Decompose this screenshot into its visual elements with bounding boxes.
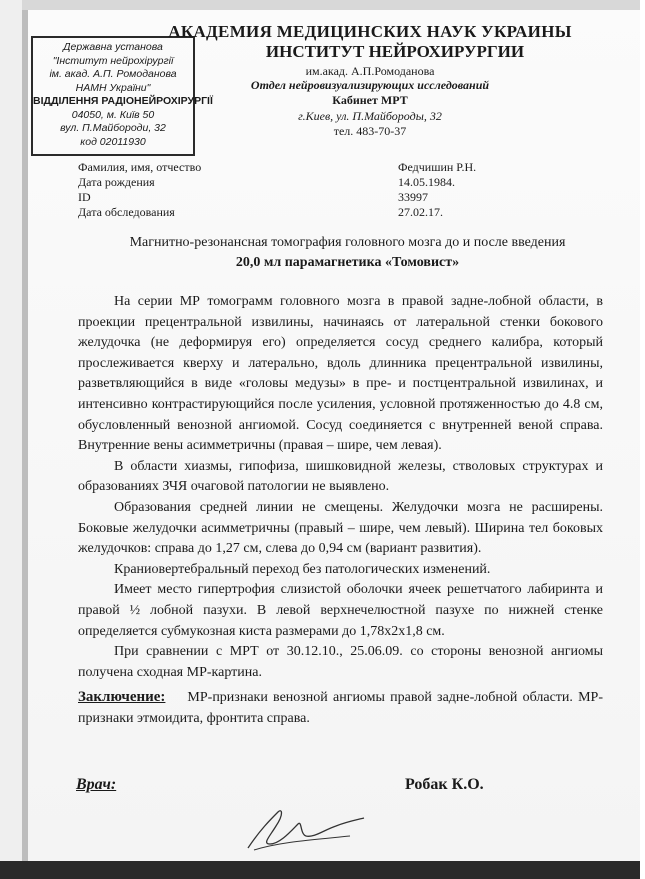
dob-label: Дата рождения [78, 175, 155, 189]
report-subtitle: 20,0 мл парамагнетика «Томовист» [235, 255, 460, 270]
stamp-line: вул. П.Майбороди, 32 [60, 122, 166, 134]
phone: тел. 483-70-37 [333, 124, 407, 138]
stamp-line: Державна установа [63, 41, 163, 53]
stamp-line: 04050, м. Київ 50 [71, 108, 155, 121]
patient-name-value: Федчишин Р.Н. [398, 160, 477, 174]
findings-paragraph: При сравнении с МРТ от 30.12.10., 25.06.09. со стороны венозной ангиомы получена сходная МР-картина. [78, 644, 603, 680]
scan-left-margin [0, 0, 22, 879]
doctor-name: Робак К.О. [405, 776, 484, 793]
stamp-line: код 02011930 [80, 135, 146, 148]
findings-paragraph: На серии МР томограмм головного мозга в правой задне-лобной области, в проекции прецентральной извилины, начинаясь от латеральной стенки бокового желудочка (не деформируя его) определяется сосуд среднего калибра, который прослеживается кверху и латерально, вдоль длинника прецентральной извилины, разветвляющийся в виде «головы медузы» в пре- и постцентральной извилинах, и интенсивно контрастирующийся после усиления, условной протяженностью до 4.8 см, обусловленный венозной ангиомой. Сосуд соединяется с внутренней веной справа. Внутренние вены асимметричны (правая – шире, чем левая). [78, 294, 603, 454]
department-name: Отдел нейровизуализирующих исследований [250, 78, 490, 92]
academy-title: АКАДЕМИЯ МЕДИЦИНСКИХ НАУК УКРАИНЫ [168, 22, 572, 41]
patient-name-label: Фамилия, имя, отчество [78, 160, 202, 174]
scan-bottom-edge [0, 861, 640, 879]
report-title: Магнитно-резонансная томография головного мозга до и после введения [129, 235, 566, 250]
id-label: ID [78, 190, 91, 204]
conclusion [78, 687, 603, 729]
conclusion-text: МР-признаки венозной ангиомы правой задне-лобной области. МР-признаки этмоидита, фронтита справа. [78, 690, 603, 726]
scan-left-shadow [22, 10, 28, 870]
conclusion-label: Заключение: [78, 689, 166, 706]
id-value: 33997 [398, 190, 428, 204]
dob-value: 14.05.1984. [398, 175, 455, 189]
stamp-line: ім. акад. А.П. Ромоданова [49, 68, 177, 80]
institute-named-after: им.акад. А.П.Ромоданова [305, 64, 435, 78]
exam-date-value: 27.02.17. [398, 205, 443, 219]
address: г.Киев, ул. П.Майбороды, 32 [298, 109, 442, 123]
exam-date-label: Дата обследования [78, 205, 175, 219]
findings-paragraph: В области хиазмы, гипофиза, шишковидной железы, стволовых структурах и образованиях ЗЧЯ очаговой патологии не выявлено. [78, 458, 603, 495]
findings-paragraph: Образования средней линии не смещены. Желудочки мозга не расширены. Боковые желудочки асимметричны (правый – шире, чем левый). Ширина тел боковых желудочков: справа до 1,27 см, слева до 0,94 см (вариант развития). [78, 499, 603, 557]
institute-title: ИНСТИТУТ НЕЙРОХИРУРГИИ [265, 42, 525, 61]
handwritten-signature [240, 800, 370, 855]
report-body [78, 292, 603, 729]
stamp-line: "Інститут нейрохірургії [52, 54, 174, 67]
office-name: Кабинет МРТ [332, 93, 408, 107]
findings-paragraph: Краниовертебральный переход без патологических изменений. [114, 561, 491, 577]
stamp-line: ВІДДІЛЕННЯ РАДІОНЕЙРОХІРУРГІЇ [33, 95, 213, 107]
stamp-line: НАМН України" [75, 81, 151, 94]
scan-top-edge [0, 0, 640, 10]
findings-paragraph: Имеет место гипертрофия слизистой оболочки ячеек решетчатого лабиринта и правой ½ лобной пазухи. В левой верхнечелюстной пазухе по нижней стенке определяется субмукозная киста размерами до 1,78х2х1,8 см. [78, 582, 603, 639]
doctor-label: Врач: [76, 776, 117, 793]
